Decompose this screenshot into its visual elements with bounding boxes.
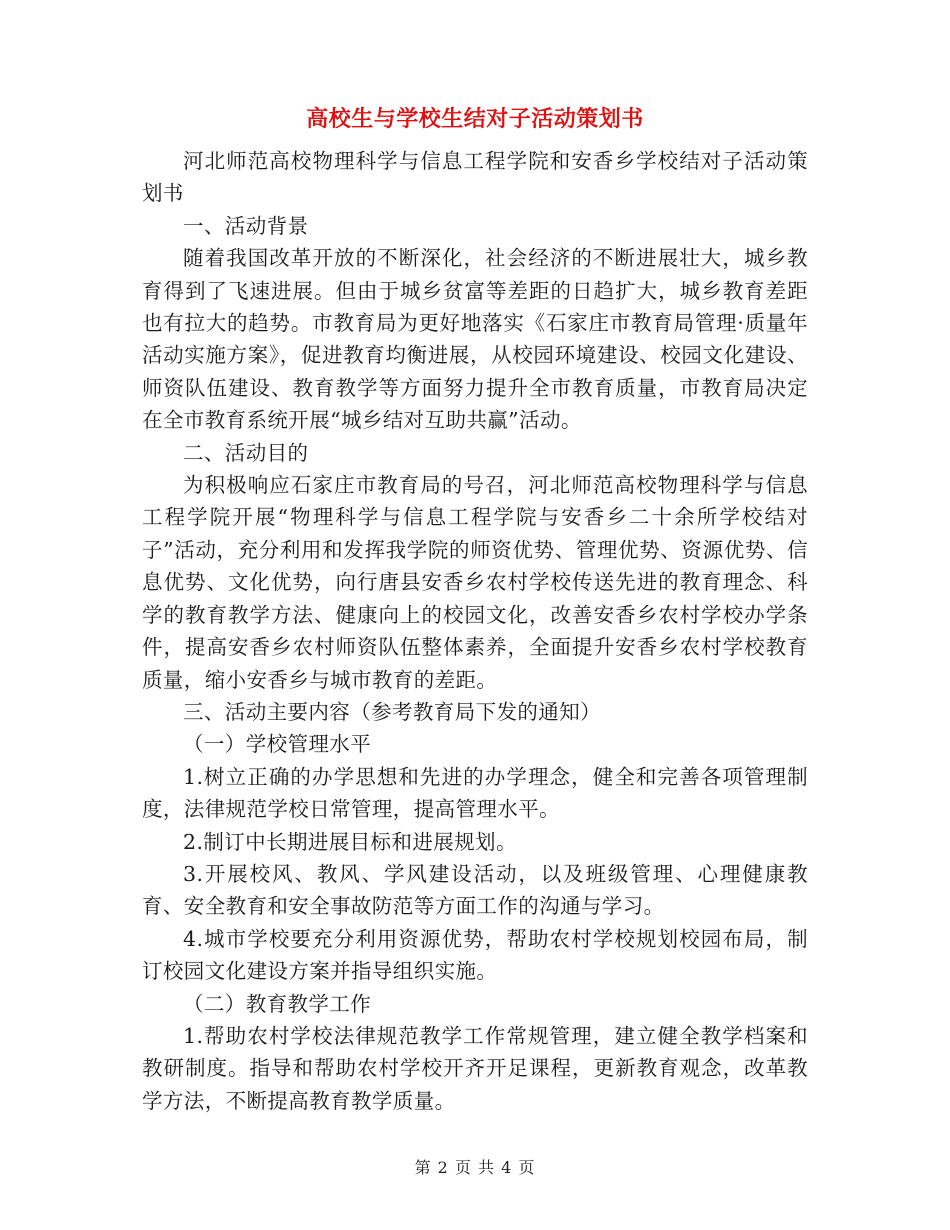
document-page	[142, 105, 808, 1117]
paragraph: 一、活动背景	[183, 213, 309, 238]
paragraph: （二）教育教学工作	[183, 991, 372, 1016]
paragraph: 1.帮助农村学校法律规范教学工作常规管理，建立健全教学档案和教研制度。指导和帮助农村学校开齐开足课程，更新教育观念，改革教学方法，不断提高教育教学质量。	[142, 1023, 808, 1113]
page-footer	[0, 1155, 950, 1178]
page-number-label: 第 2 页 共 4 页	[414, 1158, 536, 1177]
paragraph: 1.树立正确的办学思想和先进的办学理念，健全和完善各项管理制度，法律规范学校日常管理，提高管理水平。	[142, 764, 808, 822]
paragraph: 4.城市学校要充分利用资源优势，帮助农村学校规划校园布局，制订校园文化建设方案并指导组织实施。	[142, 926, 808, 984]
paragraph: 三、活动主要内容（参考教育局下发的通知）	[183, 699, 601, 724]
paragraph: 2.制订中长期进展目标和进展规划。	[183, 829, 517, 854]
document-body	[142, 145, 808, 1117]
paragraph: 随着我国改革开放的不断深化，社会经济的不断进展壮大，城乡教育得到了飞速进展。但由于城乡贫富等差距的日趋扩大，城乡教育差距也有拉大的趋势。市教育局为更好地落实《石家庄市教育局管理·质量年活动实施方案》，促进教育均衡进展，从校园环境建设、校园文化建设、师资队伍建设、教育教学等方面努力提升全市教育质量，市教育局决定在全市教育系统开展“城乡结对互助共赢”活动。	[142, 246, 808, 433]
document-title: 高校生与学校生结对子活动策划书	[306, 107, 644, 132]
paragraph: 3.开展校风、教风、学风建设活动，以及班级管理、心理健康教育、安全教育和安全事故防范等方面工作的沟通与学习。	[142, 861, 808, 919]
paragraph: 二、活动目的	[183, 440, 309, 465]
paragraph: （一）学校管理水平	[183, 732, 372, 757]
paragraph: 河北师范高校物理科学与信息工程学院和安香乡学校结对子活动策划书	[142, 149, 808, 206]
paragraph: 为积极响应石家庄市教育局的号召，河北师范高校物理科学与信息工程学院开展“物理科学与信息工程学院与安香乡二十余所学校结对子”活动，充分利用和发挥我学院的师资优势、管理优势、资源优势、信息优势、文化优势，向行唐县安香乡农村学校传送先进的教育理念、科学的教育教学方法、健康向上的校园文化，改善安香乡农村学校办学条件，提高安香乡农村师资队伍整体素养，全面提升安香乡农村学校教育质量，缩小安香乡与城市教育的差距。	[142, 473, 808, 692]
